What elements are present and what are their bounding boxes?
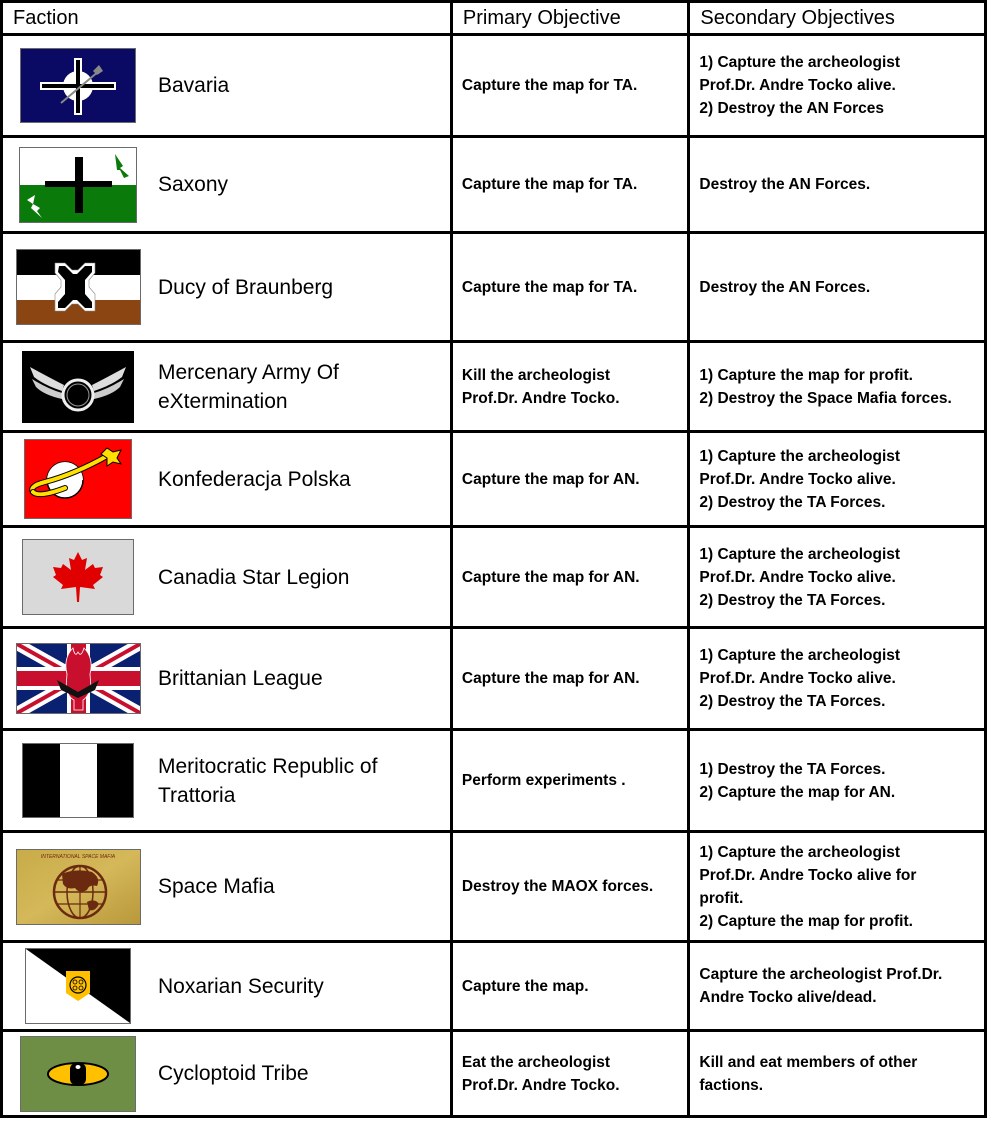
faction-cell	[2, 527, 452, 628]
braunberg-flag-icon	[16, 249, 141, 325]
faction-cell	[2, 730, 452, 832]
header-faction: Faction	[2, 2, 452, 35]
primary-objective: Destroy the MAOX forces.	[451, 832, 688, 942]
faction-cell	[2, 35, 452, 137]
secondary-objectives: 1) Capture the archeologist Prof.Dr. Andre Tocko alive. 2) Destroy the TA Forces.	[689, 432, 986, 527]
primary-objective: Capture the map.	[451, 942, 688, 1031]
header-row	[2, 2, 986, 35]
faction-name: Meritocratic Republic of Trattoria	[158, 754, 378, 807]
faction-name: Noxarian Security	[158, 974, 324, 998]
secondary-objectives: Kill and eat members of other factions.	[689, 1031, 986, 1117]
faction-cell	[2, 832, 452, 942]
faction-cell	[2, 233, 452, 342]
primary-objective: Kill the archeologist Prof.Dr. Andre Tocko.	[451, 342, 688, 432]
table-row	[2, 432, 986, 527]
faction-cell	[2, 137, 452, 233]
faction-name: Konfederacja Polska	[158, 467, 351, 491]
primary-objective: Capture the map for TA.	[451, 35, 688, 137]
saxony-flag-icon	[19, 147, 137, 223]
primary-objective: Perform experiments .	[451, 730, 688, 832]
maox-flag-icon	[22, 351, 134, 423]
table-row	[2, 1031, 986, 1117]
faction-name: Bavaria	[158, 74, 230, 97]
faction-cell	[2, 628, 452, 730]
faction-cell	[2, 942, 452, 1031]
table-row	[2, 527, 986, 628]
table-row	[2, 832, 986, 942]
secondary-objectives: Destroy the AN Forces.	[689, 233, 986, 342]
cycloptoid-flag-icon	[20, 1036, 136, 1112]
primary-objective: Capture the map for AN.	[451, 527, 688, 628]
header-secondary-objectives: Secondary Objectives	[689, 2, 986, 35]
brittanian-flag-icon	[16, 643, 141, 714]
table-row	[2, 342, 986, 432]
space-mafia-flag-icon	[16, 849, 141, 925]
noxarian-flag-icon	[25, 948, 131, 1024]
bavaria-flag-icon	[20, 48, 136, 123]
primary-objective: Capture the map for AN.	[451, 628, 688, 730]
konfederacja-flag-icon	[24, 439, 132, 519]
faction-cell	[2, 1031, 452, 1117]
primary-objective: Capture the map for TA.	[451, 137, 688, 233]
faction-name: Brittanian League	[158, 667, 323, 690]
secondary-objectives: 1) Capture the archeologist Prof.Dr. Andre Tocko alive. 2) Destroy the TA Forces.	[689, 527, 986, 628]
svg-text:INTERNATIONAL SPACE MAFIA: INTERNATIONAL SPACE MAFIA	[40, 853, 116, 860]
secondary-objectives: 1) Capture the archeologist Prof.Dr. Andre Tocko alive. 2) Destroy the TA Forces.	[689, 628, 986, 730]
header-primary-objective: Primary Objective	[451, 2, 688, 35]
table-row	[2, 233, 986, 342]
table-row	[2, 628, 986, 730]
secondary-objectives: 1) Destroy the TA Forces. 2) Capture the map for AN.	[689, 730, 986, 832]
faction-name: Cycloptoid Tribe	[158, 1062, 309, 1085]
table-row	[2, 942, 986, 1031]
faction-cell	[2, 432, 452, 527]
secondary-objectives: 1) Capture the archeologist Prof.Dr. Andre Tocko alive. 2) Destroy the AN Forces	[689, 35, 986, 137]
table-row	[2, 730, 986, 832]
faction-name: Space Mafia	[158, 875, 275, 898]
canadia-flag-icon	[22, 539, 134, 615]
faction-name: Canadia Star Legion	[158, 565, 350, 589]
primary-objective: Eat the archeologist Prof.Dr. Andre Tocko.	[451, 1031, 688, 1117]
table-row	[2, 35, 986, 137]
faction-name: Ducy of Braunberg	[158, 275, 334, 299]
primary-objective: Capture the map for AN.	[451, 432, 688, 527]
faction-cell	[2, 342, 452, 432]
trattoria-flag-icon	[22, 743, 134, 818]
faction-name: Mercenary Army Of eXtermination	[158, 360, 339, 413]
secondary-objectives: Destroy the AN Forces.	[689, 137, 986, 233]
secondary-objectives: Capture the archeologist Prof.Dr. Andre Tocko alive/dead.	[689, 942, 986, 1031]
primary-objective: Capture the map for TA.	[451, 233, 688, 342]
secondary-objectives: 1) Capture the map for profit. 2) Destroy the Space Mafia forces.	[689, 342, 986, 432]
faction-name: Saxony	[158, 173, 229, 196]
secondary-objectives: 1) Capture the archeologist Prof.Dr. Andre Tocko alive for profit. 2) Capture the map for profit.	[689, 832, 986, 942]
table-row	[2, 137, 986, 233]
